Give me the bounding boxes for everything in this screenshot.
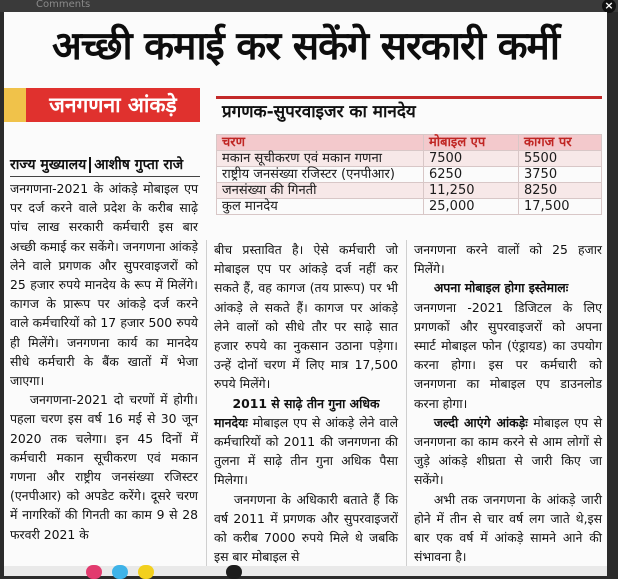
paragraph: अभी तक जनगणना के आंकड़े जारी होने में तीन से चार वर्ष लग जाते थे,इस बार एक वर्ष में आंकड़े सामने आने की संभावना है। [414,491,602,565]
table-header-row [217,135,602,151]
column-divider [406,240,407,570]
table-cell: 7500 [424,151,519,167]
table-cell: मकान सूचीकरण एवं मकान गणना [217,151,424,167]
table-row [217,183,602,199]
paragraph: जनगणना-2021 दो चरणों में होगी। पहला चरण इस वर्ष 16 मई से 30 जून 2020 तक चलेगा। इन 45 दिनों में कर्मचारी मकान सूचीकरण एवं मकान गणना और राष्ट्रीय जनसंख्या रजिस्टर (एनपीआर) को अपडेट करेंगे। दूसरे चरण में नागरिकों की गिनती का काम 9 से 28 फरवरी 2021 के [10,392,198,542]
table-cell: 3750 [519,167,602,183]
article-column-3 [414,240,602,566]
table-cell: कुल मानदेय [217,199,424,215]
subheading: 2011 से साढ़े तीन गुना अधिक [232,395,380,411]
paragraph: जनगणना-2021 के आंकड़े मोबाइल एप पर दर्ज करने वाले प्रदेश के करीब साढ़े पांच लाख सरकारी कर्मचारी इस बार अच्छी कमाई कर सकेंगे। जनगणना आंकड़े लेने वाले प्रगणक और सुपरवाइजरों को 25 हजार रुपये मानदेय के रूप में मिलेंगे। कागज के प्रारूप पर आंकड़े दर्ज करने वाले कर्मचारियों को 17 हजार 500 रुपये ही मिलेंगे। जनगणना कार्य का मानदेय सीधे कर्मचारी के बैंक खातों में भेजा जाएगा। [10,181,198,389]
close-icon[interactable]: × [602,0,616,13]
table-cell: राष्ट्रीय जनसंख्या रजिस्टर (एनपीआर) [217,167,424,183]
paragraph: जनगणना करने वालों को 25 हजार मिलेंगे। [414,242,602,277]
table-header-mobile: मोबाइल एप [424,135,519,151]
color-dot [226,565,242,579]
subheading: जल्दी आएंगे आंकड़ेः [433,414,528,430]
section-label: जनगणना आंकड़े [26,88,200,122]
byline [10,155,183,174]
column-divider [206,240,207,570]
paragraph: बीच प्रस्तावित है। ऐसे कर्मचारी जो मोबाइल एप पर आंकड़े दर्ज नहीं कर सकते हैं, वह कागज (तय प्रारूप) पर भी आंकड़े ले सकते हैं। कागज पर आंकड़े लेने वालों को सीधे तौर पर साढ़े सात हजार रुपये का नुकसान उठाना पड़ेगा। उन्हें दोनों चरण में लिए मात्र 17,500 रुपये मिलेंगे। [214,242,398,392]
table-cell: 5500 [519,151,602,167]
paragraph: जनगणना के अधिकारी बताते हैं कि वर्ष 2011 में प्रगणक और सुपरवाइजरों को करीब 7000 रुपये मिले थे जबकि इस बार मोबाइल से [214,491,398,565]
byline-separator [89,157,91,173]
subheading: मानदेयः [214,414,248,430]
article-column-1 [10,179,198,544]
color-dot [86,565,102,579]
byline-rule [10,176,200,177]
table-cell: 17,500 [519,199,602,215]
table-cell: 8250 [519,183,602,199]
table-header-paper: कागज पर [519,135,602,151]
color-dot [112,565,128,579]
article-column-2 [214,240,398,566]
table-cell: 25,000 [424,199,519,215]
table-row-total [217,199,602,215]
table-title: प्रगणक-सुपरवाइजर का मानदेय [222,102,416,122]
table-row [217,151,602,167]
paragraph: मोबाइल एप से जनगणना का काम करने से आम लोगों से जुड़े आंकड़े शीघ्रता से जारी किए जा सकेंगे। [414,414,602,488]
color-dot [138,565,154,579]
subheading: अपना मोबाइल होगा इस्तेमालः [433,280,569,296]
comments-bar [0,0,618,12]
honorarium-table [216,134,602,215]
headline: अच्छी कमाई कर सकेंगे सरकारी कर्मी [52,24,559,69]
comments-label[interactable]: Comments [36,0,91,10]
section-accent-bar [4,88,26,122]
table-row [217,167,602,183]
byline-place: राज्य मुख्यालय [10,157,87,173]
paragraph: जनगणना -2021 डिजिटल के लिए प्रगणकों और सुपरवाइजरों को अपना स्मार्ट मोबाइल फोन (एंड्रायड) का उपयोग करना होगा। इस पर कर्मचारी को जनगणना का मोबाइल एप डाउनलोड करना होगा। [414,299,602,411]
paragraph: मोबाइल एप से आंकड़े लेने वाले कर्मचारियों को 2011 की जनगणना की तुलना में साढ़े तीन गुना अधिक पैसा मिलेगा। [214,414,398,488]
table-cell: 6250 [424,167,519,183]
table-cell: 11,250 [424,183,519,199]
table-cell: जनसंख्या की गिनती [217,183,424,199]
byline-author: आशीष गुप्ता राजे [94,157,184,173]
newspaper-clipping [4,12,607,576]
table-top-rule [216,96,602,99]
table-header-phase: चरण [217,135,424,151]
